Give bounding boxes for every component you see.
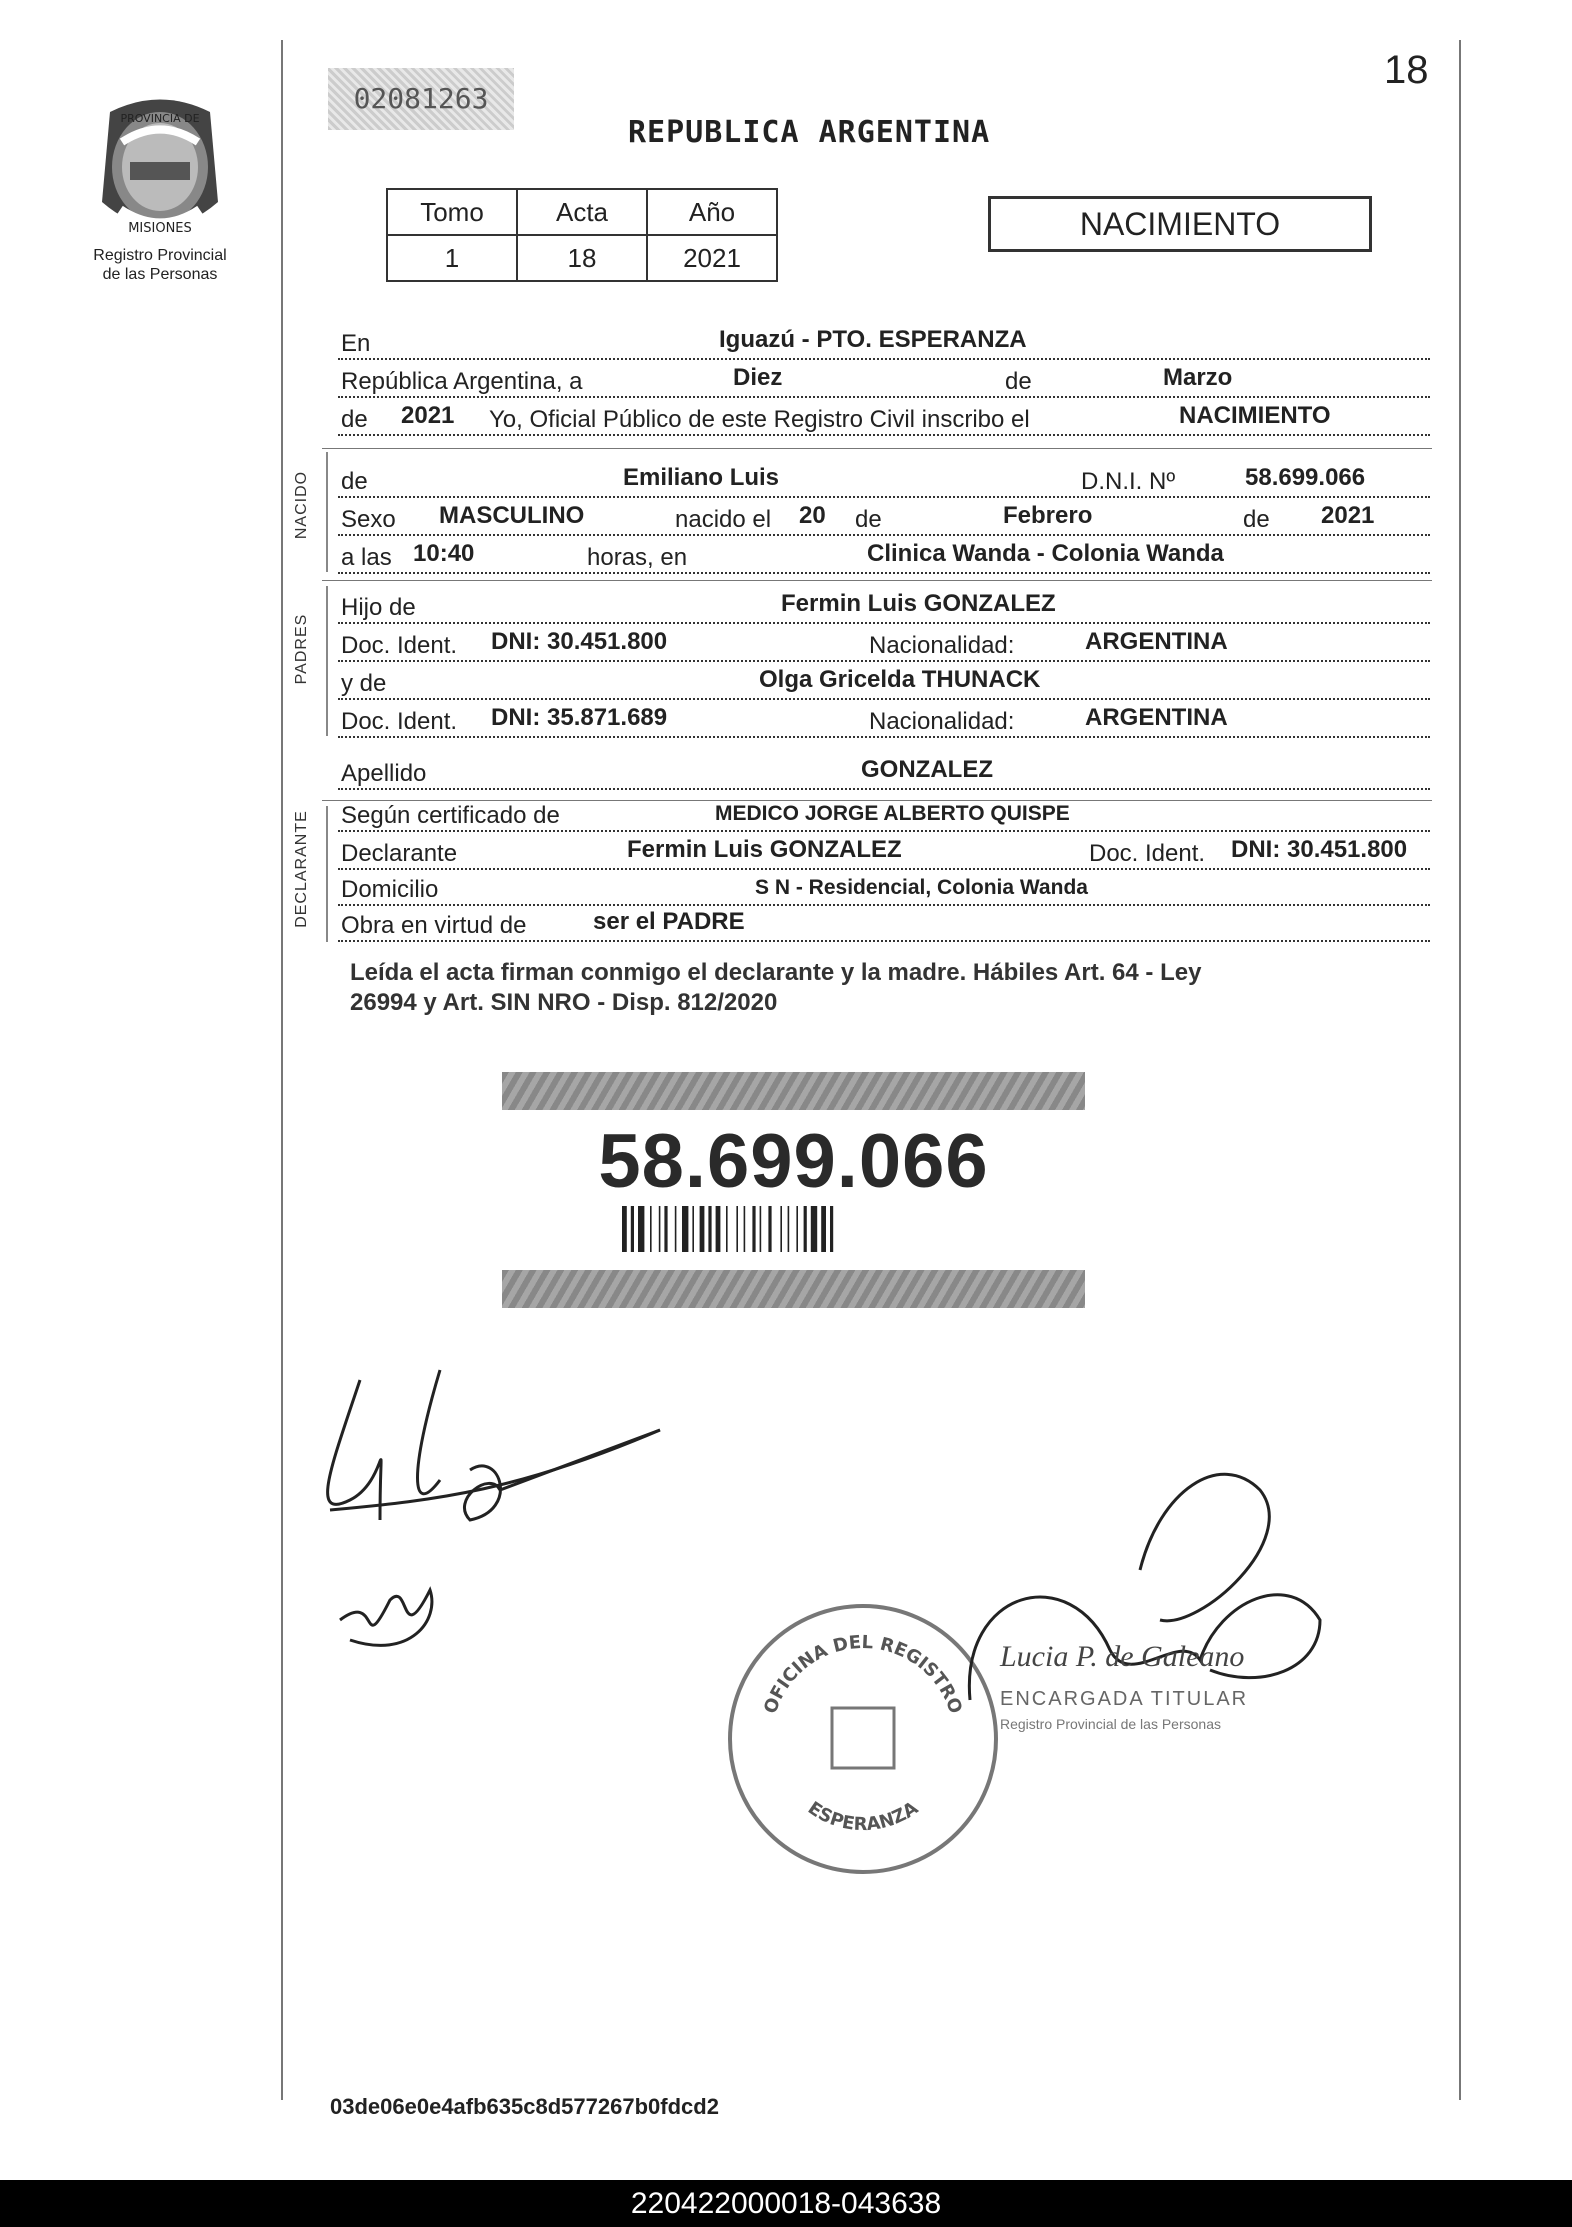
- official-office: Registro Provincial de las Personas: [1000, 1716, 1221, 1732]
- page-title: REPUBLICA ARGENTINA: [628, 115, 991, 150]
- row-horas: a las 10:40 horas, en Clinica Wanda - Colonia Wanda: [338, 540, 1430, 574]
- father-nationality: ARGENTINA: [1082, 628, 1231, 656]
- province-seal: [90, 92, 230, 242]
- record-table: [386, 188, 778, 282]
- barcode-band-top: [502, 1072, 1085, 1110]
- birth-place: Clinica Wanda - Colonia Wanda: [864, 540, 1227, 568]
- birth-time: 10:40: [410, 540, 477, 568]
- header-anio: Año: [647, 189, 777, 235]
- apellido-value: GONZALEZ: [858, 756, 996, 784]
- registry-caption: Registro Provincial de las Personas: [93, 247, 227, 283]
- mother-name: Olga Gricelda THUNACK: [756, 666, 1043, 694]
- certificate-value: MEDICO JORGE ALBERTO QUISPE: [712, 802, 1073, 826]
- barcode: [622, 1206, 944, 1252]
- section-nacido-label: NACIDO: [293, 470, 310, 540]
- child-dni: 58.699.066: [1242, 464, 1368, 492]
- day-value: Diez: [730, 364, 785, 392]
- row-oficial: de 2021 Yo, Oficial Público de este Registro Civil inscribo el NACIMIENTO: [338, 402, 1430, 436]
- document-hash: 03de06e0e4afb635c8d577267b0fdcd2: [330, 2094, 719, 2119]
- declarante-value: Fermin Luis GONZALEZ: [624, 836, 905, 864]
- value-anio: 2021: [647, 235, 777, 281]
- seal-bottom-text: MISIONES: [128, 221, 192, 236]
- row-en: En Iguazú - PTO. ESPERANZA: [338, 326, 1430, 360]
- inscribe-value: NACIMIENTO: [1176, 402, 1334, 430]
- header-tomo: Tomo: [387, 189, 517, 235]
- serial-stamp: 02081263: [328, 68, 514, 130]
- domicilio-value: S N - Residencial, Colonia Wanda: [752, 876, 1091, 900]
- place-value: Iguazú - PTO. ESPERANZA: [716, 326, 1030, 354]
- svg-text:OFICINA DEL REGISTRO: [760, 1632, 966, 1717]
- birth-day: 20: [796, 502, 829, 530]
- sexo-value: MASCULINO: [436, 502, 587, 530]
- row-certificado: Según certificado de MEDICO JORGE ALBERTO QUISPE: [338, 798, 1430, 832]
- declarante-doc: DNI: 30.451.800: [1228, 836, 1410, 864]
- header-acta: Acta: [517, 189, 647, 235]
- month-value: Marzo: [1160, 364, 1235, 392]
- seal-top-text: PROVINCIA DE: [120, 112, 200, 125]
- birth-year: 2021: [1318, 502, 1377, 530]
- row-hijo-de: Hijo de Fermin Luis GONZALEZ: [338, 590, 1430, 624]
- father-doc: DNI: 30.451.800: [488, 628, 670, 656]
- row-obra: Obra en virtud de ser el PADRE: [338, 908, 1430, 942]
- father-name: Fermin Luis GONZALEZ: [778, 590, 1059, 618]
- footer-bar: [0, 2180, 1572, 2227]
- birth-month: Febrero: [1000, 502, 1095, 530]
- row-mother-doc: Doc. Ident. DNI: 35.871.689 Nacionalidad: ARGENTINA: [338, 704, 1430, 738]
- child-name: Emiliano Luis: [620, 464, 782, 492]
- record-type-box: NACIMIENTO: [988, 196, 1372, 252]
- left-margin-line: [281, 40, 283, 2100]
- official-title: ENCARGADA TITULAR: [1000, 1688, 1249, 1710]
- row-y-de: y de Olga Gricelda THUNACK: [338, 666, 1430, 700]
- footer-id: 220422000018-043638: [630, 2187, 942, 2220]
- section-declarante-label: DECLARANTE: [293, 810, 310, 928]
- seal-top-arc: OFICINA DEL REGISTRO: [759, 1631, 967, 1717]
- row-apellido: Apellido GONZALEZ: [338, 756, 1430, 790]
- row-domicilio: Domicilio S N - Residencial, Colonia Wanda: [338, 872, 1430, 906]
- row-republica: República Argentina, a Diez de Marzo: [338, 364, 1430, 398]
- declarant-signature: [320, 1350, 690, 1690]
- mother-nationality: ARGENTINA: [1082, 704, 1231, 732]
- obra-value: ser el PADRE: [590, 908, 748, 936]
- year-value: 2021: [398, 402, 457, 430]
- section-padres-label: PADRES: [293, 613, 310, 685]
- official-signature: [960, 1450, 1340, 1760]
- official-seal: [728, 1604, 998, 1874]
- seal-bottom-arc: ESPERANZA: [804, 1797, 922, 1836]
- row-nacido-de: de Emiliano Luis D.N.I. Nº 58.699.066: [338, 464, 1430, 498]
- value-acta: 18: [517, 235, 647, 281]
- mother-doc: DNI: 35.871.689: [488, 704, 670, 732]
- barcode-number: 58.699.066: [598, 1119, 989, 1204]
- official-name: Lucia P. de Galeano: [1000, 1640, 1245, 1673]
- note-text: Leída el acta firman conmigo el declarante y la madre. Hábiles Art. 64 - Ley 26994 y Art. SIN NRO - Disp. 812/2020: [350, 959, 1202, 1016]
- right-margin-line: [1459, 40, 1461, 2100]
- value-tomo: 1: [387, 235, 517, 281]
- row-father-doc: Doc. Ident. DNI: 30.451.800 Nacionalidad: ARGENTINA: [338, 628, 1430, 662]
- barcode-band-bottom: [502, 1270, 1085, 1308]
- svg-text:ESPERANZA: [804, 1798, 922, 1836]
- page-number: 18: [1384, 48, 1429, 92]
- row-declarante: Declarante Fermin Luis GONZALEZ Doc. Ident. DNI: 30.451.800: [338, 836, 1430, 870]
- row-sexo: Sexo MASCULINO nacido el 20 de Febrero de 2021: [338, 502, 1430, 536]
